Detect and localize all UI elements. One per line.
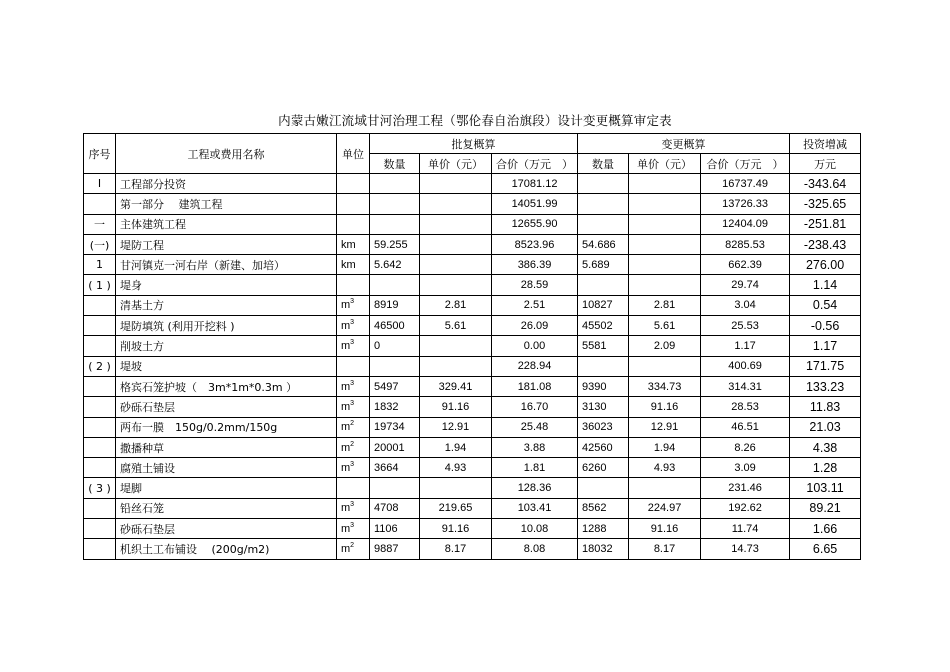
cell-approved-price — [420, 275, 492, 295]
cell-approved-total: 103.41 — [492, 498, 578, 518]
cell-name: 腐殖土铺设 — [116, 458, 337, 478]
cell-approved-price: 329.41 — [420, 376, 492, 396]
unit-text: m — [341, 441, 351, 454]
cell-seq — [84, 458, 116, 478]
cell-changed-qty — [578, 194, 629, 214]
cell-name: 堤坡 — [116, 356, 337, 376]
header-unit: 单位 — [337, 134, 370, 174]
unit-text: m — [341, 502, 351, 515]
unit-text: km — [341, 258, 356, 271]
unit-exponent: 3 — [350, 521, 355, 529]
cell-seq — [84, 316, 116, 336]
table-row — [84, 356, 861, 376]
cell-seq — [84, 437, 116, 457]
cell-approved-total: 12655.90 — [492, 214, 578, 234]
table-row — [84, 275, 861, 295]
cell-changed-total: 16737.49 — [701, 174, 790, 194]
cell-diff: -325.65 — [790, 194, 861, 214]
cell-approved-qty: 46500 — [370, 316, 420, 336]
cell-name: 砂砾石垫层 — [116, 397, 337, 417]
cell-unit — [337, 397, 370, 417]
cell-diff: 4.38 — [790, 437, 861, 457]
header-changed-total: 合价（万元 ） — [701, 154, 790, 174]
cell-changed-price: 334.73 — [629, 376, 701, 396]
cell-seq — [84, 397, 116, 417]
unit-exponent: 3 — [350, 379, 355, 387]
cell-diff: 1.28 — [790, 458, 861, 478]
cell-approved-total: 2.51 — [492, 295, 578, 315]
cell-approved-total: 26.09 — [492, 316, 578, 336]
cell-approved-qty: 5497 — [370, 376, 420, 396]
cell-changed-total: 13726.33 — [701, 194, 790, 214]
unit-exponent: 3 — [350, 339, 355, 347]
cell-seq — [84, 336, 116, 356]
cell-seq — [84, 417, 116, 437]
cell-changed-total: 314.31 — [701, 376, 790, 396]
cell-approved-price — [420, 194, 492, 214]
cell-name: 撒播种草 — [116, 437, 337, 457]
cell-unit — [337, 316, 370, 336]
cell-unit — [337, 498, 370, 518]
cell-approved-total: 8.08 — [492, 539, 578, 559]
cell-name: 堤防工程 — [116, 234, 337, 254]
cell-approved-total: 10.08 — [492, 519, 578, 539]
cell-changed-qty — [578, 356, 629, 376]
table-row — [84, 539, 861, 559]
header-changed-qty: 数量 — [578, 154, 629, 174]
header-changed-budget: 变更概算 — [578, 134, 790, 154]
cell-changed-total: 400.69 — [701, 356, 790, 376]
header-name: 工程或费用名称 — [116, 134, 337, 174]
budget-table-body — [84, 174, 861, 560]
cell-diff: -343.64 — [790, 174, 861, 194]
cell-changed-total: 231.46 — [701, 478, 790, 498]
cell-changed-price: 2.81 — [629, 295, 701, 315]
cell-approved-price: 1.94 — [420, 437, 492, 457]
cell-unit — [337, 539, 370, 559]
cell-name: 清基土方 — [116, 295, 337, 315]
cell-name: 堤身 — [116, 275, 337, 295]
cell-approved-qty: 20001 — [370, 437, 420, 457]
cell-changed-price — [629, 275, 701, 295]
cell-unit — [337, 417, 370, 437]
cell-changed-qty: 1288 — [578, 519, 629, 539]
cell-diff: 6.65 — [790, 539, 861, 559]
cell-changed-price: 5.61 — [629, 316, 701, 336]
table-row — [84, 255, 861, 275]
cell-seq — [84, 295, 116, 315]
budget-table — [83, 133, 861, 560]
unit-text: m — [341, 400, 351, 413]
table-row — [84, 458, 861, 478]
cell-unit — [337, 356, 370, 376]
cell-changed-price — [629, 478, 701, 498]
cell-changed-qty: 8562 — [578, 498, 629, 518]
cell-approved-qty: 1832 — [370, 397, 420, 417]
unit-exponent: 2 — [350, 440, 355, 448]
cell-changed-price: 12.91 — [629, 417, 701, 437]
cell-approved-price: 2.81 — [420, 295, 492, 315]
cell-seq: (一) — [84, 234, 116, 254]
cell-unit — [337, 194, 370, 214]
cell-approved-price — [420, 234, 492, 254]
table-row — [84, 519, 861, 539]
table-row — [84, 397, 861, 417]
cell-diff: 11.83 — [790, 397, 861, 417]
cell-diff: 171.75 — [790, 356, 861, 376]
cell-changed-qty — [578, 275, 629, 295]
cell-diff: -238.43 — [790, 234, 861, 254]
cell-approved-qty — [370, 214, 420, 234]
cell-approved-price: 91.16 — [420, 397, 492, 417]
cell-changed-total: 3.09 — [701, 458, 790, 478]
cell-unit — [337, 234, 370, 254]
cell-approved-qty: 8919 — [370, 295, 420, 315]
cell-approved-qty — [370, 478, 420, 498]
cell-seq: ( 2 ) — [84, 356, 116, 376]
cell-diff: 89.21 — [790, 498, 861, 518]
cell-approved-price — [420, 174, 492, 194]
unit-exponent: 3 — [350, 318, 355, 326]
cell-changed-qty — [578, 174, 629, 194]
cell-name: 第一部分 建筑工程 — [116, 194, 337, 214]
cell-unit — [337, 214, 370, 234]
cell-changed-total: 46.51 — [701, 417, 790, 437]
unit-exponent: 3 — [350, 501, 355, 509]
table-row — [84, 214, 861, 234]
table-row — [84, 295, 861, 315]
cell-approved-price: 4.93 — [420, 458, 492, 478]
cell-approved-price — [420, 356, 492, 376]
cell-diff: 1.14 — [790, 275, 861, 295]
cell-changed-total: 29.74 — [701, 275, 790, 295]
cell-approved-total: 1.81 — [492, 458, 578, 478]
cell-approved-price — [420, 214, 492, 234]
cell-approved-qty: 0 — [370, 336, 420, 356]
table-row — [84, 316, 861, 336]
cell-seq: ( 1 ) — [84, 275, 116, 295]
cell-name: 机织土工布铺设 (200g/m2) — [116, 539, 337, 559]
unit-text: m — [341, 542, 351, 555]
cell-diff: 103.11 — [790, 478, 861, 498]
cell-diff: 276.00 — [790, 255, 861, 275]
cell-changed-qty — [578, 214, 629, 234]
cell-changed-qty: 6260 — [578, 458, 629, 478]
cell-diff: 133.23 — [790, 376, 861, 396]
cell-unit — [337, 275, 370, 295]
document-title: 内蒙古嫩江流域甘河治理工程（鄂伦春自治旗段）设计变更概算审定表 — [278, 113, 672, 128]
cell-unit — [337, 437, 370, 457]
cell-approved-total: 0.00 — [492, 336, 578, 356]
header-approved-total: 合价（万元 ） — [492, 154, 578, 174]
cell-changed-price: 2.09 — [629, 336, 701, 356]
table-row — [84, 478, 861, 498]
cell-changed-total: 8.26 — [701, 437, 790, 457]
cell-approved-total: 128.36 — [492, 478, 578, 498]
header-changed-price: 单价（元） — [629, 154, 701, 174]
cell-diff: -251.81 — [790, 214, 861, 234]
unit-text: m — [341, 319, 351, 332]
cell-diff: 1.17 — [790, 336, 861, 356]
cell-changed-price: 8.17 — [629, 539, 701, 559]
cell-approved-total: 14051.99 — [492, 194, 578, 214]
header-approved-qty: 数量 — [370, 154, 420, 174]
cell-approved-total: 28.59 — [492, 275, 578, 295]
cell-changed-qty: 10827 — [578, 295, 629, 315]
header-approved-price: 单价（元） — [420, 154, 492, 174]
cell-changed-total: 14.73 — [701, 539, 790, 559]
cell-approved-total: 386.39 — [492, 255, 578, 275]
cell-changed-total: 12404.09 — [701, 214, 790, 234]
cell-unit — [337, 376, 370, 396]
cell-name: 削坡土方 — [116, 336, 337, 356]
cell-approved-total: 17081.12 — [492, 174, 578, 194]
cell-approved-total: 25.48 — [492, 417, 578, 437]
cell-approved-qty: 5.642 — [370, 255, 420, 275]
cell-changed-qty: 42560 — [578, 437, 629, 457]
cell-approved-qty — [370, 194, 420, 214]
cell-name: 砂砾石垫层 — [116, 519, 337, 539]
cell-name: 两布一膜 150g/0.2mm/150g — [116, 417, 337, 437]
unit-exponent: 3 — [350, 460, 355, 468]
header-approved-budget: 批复概算 — [370, 134, 578, 154]
cell-approved-qty: 3664 — [370, 458, 420, 478]
cell-changed-total: 3.04 — [701, 295, 790, 315]
unit-exponent: 3 — [350, 298, 355, 306]
cell-seq: 1 — [84, 255, 116, 275]
cell-changed-total: 25.53 — [701, 316, 790, 336]
cell-name: 堤脚 — [116, 478, 337, 498]
cell-approved-total: 8523.96 — [492, 234, 578, 254]
cell-changed-price: 1.94 — [629, 437, 701, 457]
cell-approved-total: 181.08 — [492, 376, 578, 396]
cell-unit — [337, 255, 370, 275]
cell-approved-total: 3.88 — [492, 437, 578, 457]
cell-approved-qty: 9887 — [370, 539, 420, 559]
cell-approved-qty: 59.255 — [370, 234, 420, 254]
cell-approved-total: 16.70 — [492, 397, 578, 417]
unit-text: m — [341, 421, 351, 434]
unit-text: m — [341, 522, 351, 535]
cell-approved-qty: 1106 — [370, 519, 420, 539]
cell-changed-qty: 5581 — [578, 336, 629, 356]
cell-diff: 21.03 — [790, 417, 861, 437]
cell-seq: ( 3 ) — [84, 478, 116, 498]
cell-changed-price — [629, 194, 701, 214]
cell-approved-price — [420, 478, 492, 498]
table-row — [84, 417, 861, 437]
cell-changed-qty — [578, 478, 629, 498]
table-row — [84, 234, 861, 254]
cell-changed-price — [629, 214, 701, 234]
cell-changed-price — [629, 234, 701, 254]
unit-text: m — [341, 340, 351, 353]
cell-seq — [84, 194, 116, 214]
cell-approved-qty: 4708 — [370, 498, 420, 518]
cell-name: 格宾石笼护坡（ 3m*1m*0.3m ） — [116, 376, 337, 396]
cell-changed-price: 4.93 — [629, 458, 701, 478]
cell-seq — [84, 498, 116, 518]
cell-changed-total: 662.39 — [701, 255, 790, 275]
cell-diff: -0.56 — [790, 316, 861, 336]
unit-exponent: 3 — [350, 399, 355, 407]
cell-changed-price: 91.16 — [629, 519, 701, 539]
cell-diff: 1.66 — [790, 519, 861, 539]
unit-text: m — [341, 380, 351, 393]
table-row — [84, 437, 861, 457]
cell-changed-price — [629, 356, 701, 376]
cell-changed-total: 1.17 — [701, 336, 790, 356]
cell-changed-total: 28.53 — [701, 397, 790, 417]
unit-text: m — [341, 461, 351, 474]
cell-changed-qty: 5.689 — [578, 255, 629, 275]
cell-changed-qty: 9390 — [578, 376, 629, 396]
cell-unit — [337, 295, 370, 315]
cell-approved-price: 219.65 — [420, 498, 492, 518]
cell-changed-qty: 54.686 — [578, 234, 629, 254]
cell-changed-qty: 36023 — [578, 417, 629, 437]
cell-changed-qty: 45502 — [578, 316, 629, 336]
cell-changed-price: 224.97 — [629, 498, 701, 518]
cell-changed-price — [629, 255, 701, 275]
cell-approved-qty — [370, 275, 420, 295]
cell-seq — [84, 539, 116, 559]
cell-unit — [337, 478, 370, 498]
header-seq: 序号 — [84, 134, 116, 174]
cell-changed-price: 91.16 — [629, 397, 701, 417]
cell-approved-price: 91.16 — [420, 519, 492, 539]
cell-changed-total: 192.62 — [701, 498, 790, 518]
cell-seq: Ⅰ — [84, 174, 116, 194]
cell-name: 工程部分投资 — [116, 174, 337, 194]
cell-changed-price — [629, 174, 701, 194]
table-row — [84, 498, 861, 518]
unit-exponent: 2 — [350, 420, 355, 428]
unit-text: km — [341, 238, 356, 251]
cell-seq: 一 — [84, 214, 116, 234]
cell-unit — [337, 458, 370, 478]
cell-approved-qty: 19734 — [370, 417, 420, 437]
cell-approved-qty — [370, 174, 420, 194]
table-row — [84, 336, 861, 356]
cell-unit — [337, 336, 370, 356]
cell-name: 铅丝石笼 — [116, 498, 337, 518]
table-row — [84, 376, 861, 396]
header-diff-unit: 万元 — [790, 154, 861, 174]
table-row — [84, 194, 861, 214]
cell-unit — [337, 174, 370, 194]
cell-changed-qty: 18032 — [578, 539, 629, 559]
cell-name: 堤防填筑 (利用开挖料 ) — [116, 316, 337, 336]
unit-text: m — [341, 299, 351, 312]
cell-unit — [337, 519, 370, 539]
cell-approved-price: 5.61 — [420, 316, 492, 336]
header-investment-diff: 投资增减 — [790, 134, 861, 154]
cell-approved-qty — [370, 356, 420, 376]
cell-changed-total: 8285.53 — [701, 234, 790, 254]
cell-changed-qty: 3130 — [578, 397, 629, 417]
cell-approved-price: 8.17 — [420, 539, 492, 559]
cell-approved-price: 12.91 — [420, 417, 492, 437]
cell-name: 甘河镇克一河右岸（新建、加培） — [116, 255, 337, 275]
cell-approved-total: 228.94 — [492, 356, 578, 376]
cell-approved-price — [420, 336, 492, 356]
cell-seq — [84, 519, 116, 539]
cell-seq — [84, 376, 116, 396]
cell-changed-total: 11.74 — [701, 519, 790, 539]
cell-approved-price — [420, 255, 492, 275]
cell-diff: 0.54 — [790, 295, 861, 315]
unit-exponent: 2 — [350, 541, 355, 549]
cell-name: 主体建筑工程 — [116, 214, 337, 234]
table-row — [84, 174, 861, 194]
